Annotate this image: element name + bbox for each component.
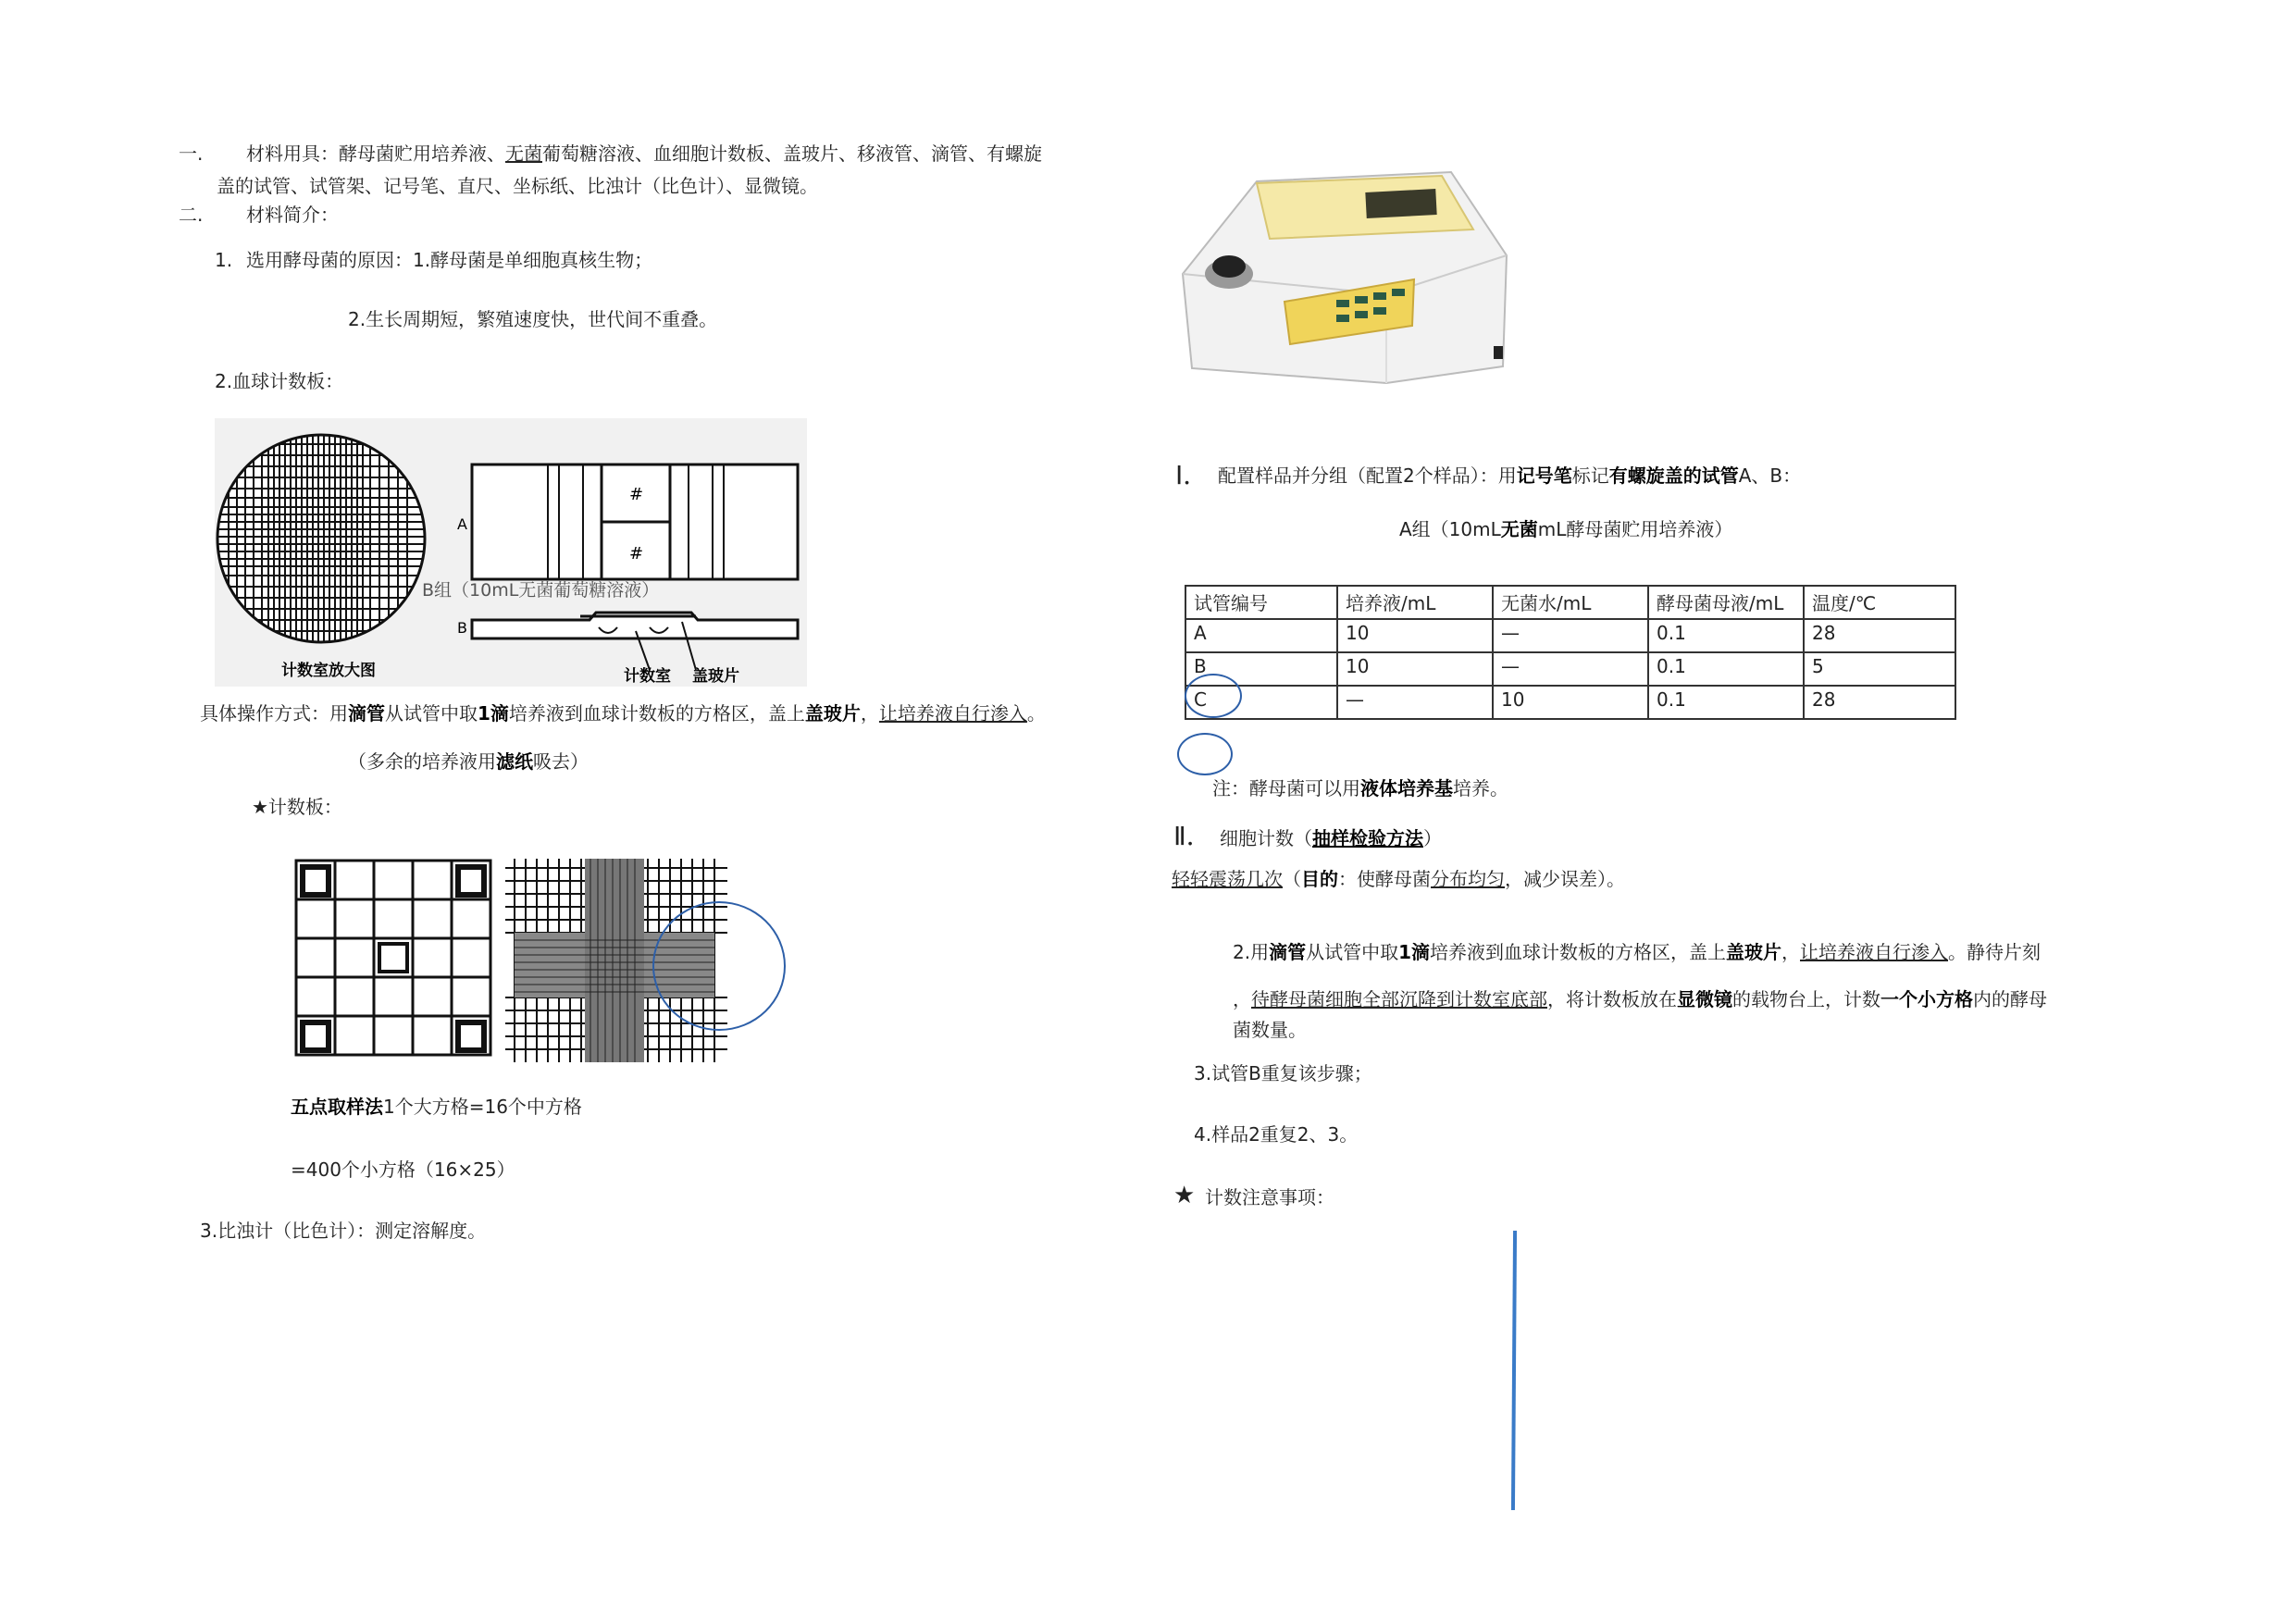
table-row xyxy=(1185,619,1955,652)
fig1-caption-enlarged: 计数室放大图 xyxy=(281,662,376,680)
counting-board-heading: ★计数板： xyxy=(252,796,342,818)
step2-number: Ⅱ． xyxy=(1173,821,1212,851)
annotation-vertical-line xyxy=(1511,1231,1517,1510)
table-cell: — xyxy=(1493,619,1648,652)
table-header-cell: 温度/℃ xyxy=(1804,586,1955,619)
sub2-heading: 2.血球计数板： xyxy=(215,370,344,392)
sub1-line2: 2.生长周期短，繁殖速度快，世代间不重叠。 xyxy=(348,308,718,330)
table-cell: A xyxy=(1185,619,1337,652)
shake-line: 轻轻震荡几次（目的：使酵母菌分布均匀，减少误差）。 xyxy=(1172,868,1625,890)
step2-item3: 3.试管B重复该步骤； xyxy=(1194,1062,1372,1084)
fig1-label-a: A xyxy=(457,515,467,533)
operation-line: 具体操作方式：用滴管从试管中取1滴培养液到血球计数板的方格区，盖上盖玻片，让培养液自行渗入。 xyxy=(200,702,1046,725)
table-cell: 10 xyxy=(1493,686,1648,719)
table-header-cell: 酵母菌母液/mL xyxy=(1648,586,1804,619)
small-squares-count: =400个小方格（16×25） xyxy=(291,1158,515,1181)
annotation-circle-b xyxy=(1185,674,1242,718)
groupB-overlay-label: B组（10mL无菌葡萄糖溶液） xyxy=(422,580,660,601)
table-cell: 0.1 xyxy=(1648,652,1804,686)
item2-number: 二. xyxy=(179,204,204,226)
table-cell: 0.1 xyxy=(1648,619,1804,652)
table-cell: C xyxy=(1185,686,1337,719)
step1-line: 配置样品并分组（配置2个样品）：用记号笔标记有螺旋盖的试管A、B： xyxy=(1218,465,1802,487)
fig1-label-b: B xyxy=(457,619,467,637)
table-header-cell: 无菌水/mL xyxy=(1493,586,1648,619)
five-point-sampling: 五点取样法1个大方格=16个中方格 xyxy=(291,1096,582,1118)
annotation-circle-grid xyxy=(652,901,786,1031)
table-cell: 5 xyxy=(1804,652,1955,686)
fig1-caption-chamber: 计数室 xyxy=(624,667,671,686)
table-header-row xyxy=(1185,586,1955,619)
table-header-cell: 试管编号 xyxy=(1185,586,1337,619)
svg-text:#: # xyxy=(629,485,644,504)
table-cell: — xyxy=(1493,652,1648,686)
table-cell: 10 xyxy=(1337,652,1493,686)
step2-item4: 4.样品2重复2、3。 xyxy=(1194,1123,1359,1146)
table-cell: — xyxy=(1337,686,1493,719)
table-cell: 10 xyxy=(1337,619,1493,652)
groupA-label: A组（10mL无菌mL酵母菌贮用培养液） xyxy=(1399,518,1733,540)
annotation-circle-c xyxy=(1177,733,1233,775)
sub1-number: 1. xyxy=(215,249,233,271)
table-header-cell: 培养液/mL xyxy=(1337,586,1493,619)
note-line: 注：酵母菌可以用液体培养基培养。 xyxy=(1212,777,1508,799)
step2-item2-line1: 2.用滴管从试管中取1滴培养液到血球计数板的方格区，盖上盖玻片，让培养液自行渗入。静待片刻 xyxy=(1233,941,2042,963)
turbidimeter-device-image xyxy=(1173,163,1518,389)
step2-heading: 细胞计数（抽样检验方法） xyxy=(1220,827,1442,849)
table-cell: 28 xyxy=(1804,619,1955,652)
sample-config-table xyxy=(1185,585,1956,720)
counting-notes-heading: 计数注意事项： xyxy=(1205,1186,1334,1208)
star-icon: ★ xyxy=(1173,1182,1196,1209)
table-row xyxy=(1185,652,1955,686)
excess-liquid-line: （多余的培养液用滤纸吸去） xyxy=(348,750,589,773)
item1-line2: 盖的试管、试管架、记号笔、直尺、坐标纸、比浊计（比色计）、显微镜。 xyxy=(217,175,818,197)
item2-heading: 材料简介： xyxy=(246,204,339,226)
table-cell: 28 xyxy=(1804,686,1955,719)
item1-number: 一. xyxy=(179,142,204,165)
svg-text:#: # xyxy=(629,544,644,564)
item1-line1: 材料用具：酵母菌贮用培养液、无菌葡萄糖溶液、血细胞计数板、盖玻片、移液管、滴管、有螺旋 xyxy=(246,142,1042,165)
table-cell: B xyxy=(1185,652,1337,686)
hemocytometer-figure xyxy=(215,418,807,687)
step2-item2-line2: ，待酵母菌细胞全部沉降到计数室底部，将计数板放在显微镜的载物台上，计数一个小方格内的酵母 xyxy=(1233,988,2047,1010)
step2-item2-line3: 菌数量。 xyxy=(1233,1019,1307,1041)
fig1-caption-coverslip: 盖玻片 xyxy=(692,667,739,686)
table-row xyxy=(1185,686,1955,719)
sub1-text: 选用酵母菌的原因：1.酵母菌是单细胞真核生物； xyxy=(246,249,653,271)
sub3-turbidimeter: 3.比浊计（比色计）：测定溶解度。 xyxy=(200,1220,487,1242)
table-cell: 0.1 xyxy=(1648,686,1804,719)
step1-number: Ⅰ． xyxy=(1175,460,1210,490)
